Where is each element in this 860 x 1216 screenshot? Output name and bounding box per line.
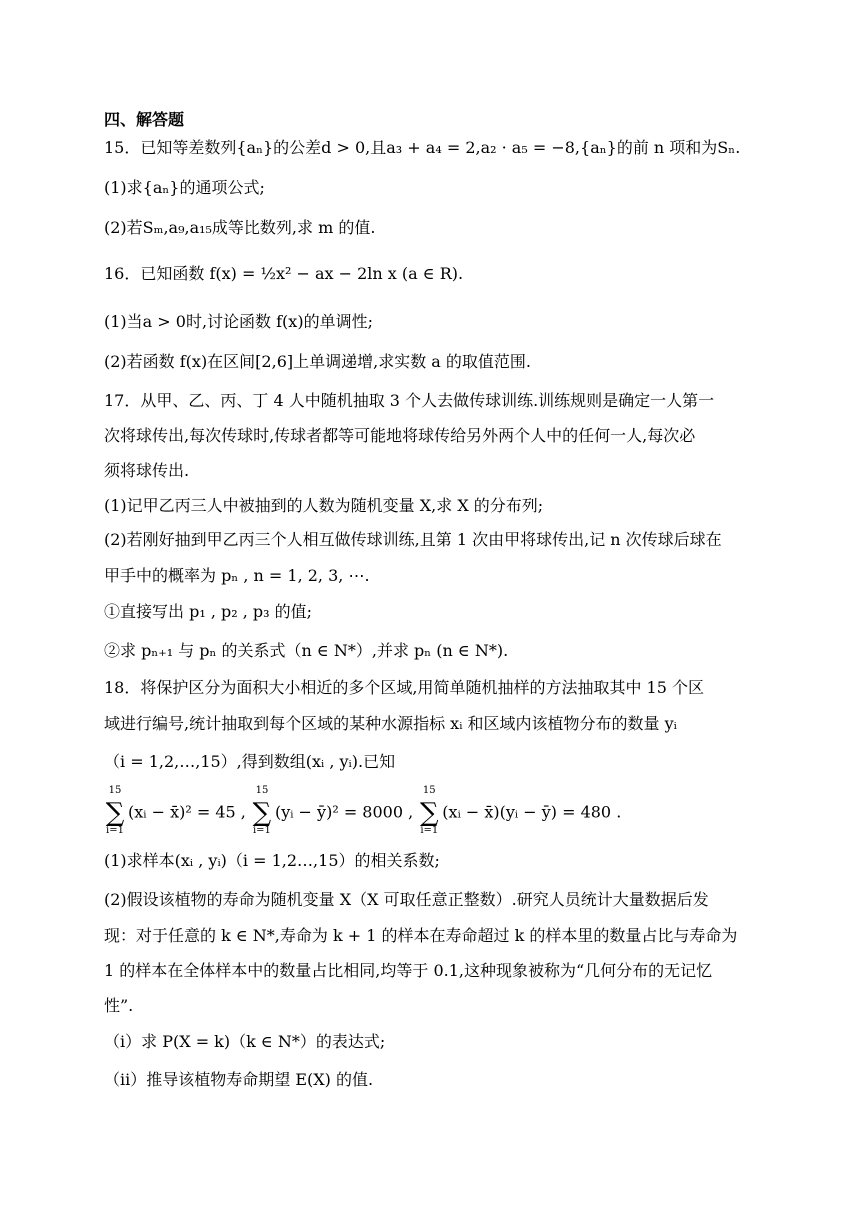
q18-sub1: （ⅰ）求 P(X = k)（k ∈ N*）的表达式; — [104, 1032, 386, 1051]
q18-part2-line1: (2)假设该植物的寿命为随机变量 X（X 可取任意正整数）.研究人员统计大量数据后发 — [104, 890, 709, 909]
q18-part2-line2: 现：对于任意的 k ∈ N*,寿命为 k + 1 的样本在寿命超过 k 的样本里的数量占比与寿命为 — [104, 926, 738, 945]
sum-xy: (xᵢ − x̄)(yᵢ − ȳ) = 480 . — [442, 802, 622, 822]
sum-xx: (xᵢ − x̄)² = 45 , — [128, 802, 246, 822]
q17-line2: 次将球传出,每次传球时,传球者都等可能地将球传给另外两个人中的任何一人,每次必 — [104, 426, 696, 445]
q15-part2: (2)若Sₘ,a₉,a₁₅成等比数列,求 m 的值. — [104, 218, 376, 237]
q18-part2-line4: 性”. — [104, 996, 134, 1015]
section-title: 四、解答题 — [104, 110, 185, 129]
q17-part1: (1)记甲乙丙三人中被抽到的人数为随机变量 X,求 X 的分布列; — [104, 496, 544, 515]
q16-stem: 16．已知函数 f(x) = ½x² − ax − 2ln x (a ∈ R). — [104, 264, 464, 283]
q18-part1: (1)求样本(xᵢ , yᵢ)（i = 1,2…,15）的相关系数; — [104, 851, 440, 870]
q18-sub2: （ⅱ）推导该植物寿命期望 E(X) 的值. — [104, 1070, 374, 1089]
summation-3: 15 ∑ i=1 — [420, 785, 439, 836]
q17-part2-line2: 甲手中的概率为 pₙ , n = 1, 2, 3, ⋯. — [104, 566, 370, 585]
q18-line1: 18．将保护区分为面积大小相近的多个区域,用简单随机抽样的方法抽取其中 15 个区 — [104, 678, 704, 697]
q15-part1: (1)求{aₙ}的通项公式; — [104, 178, 265, 197]
q16-part1: (1)当a > 0时,讨论函数 f(x)的单调性; — [104, 312, 373, 331]
q17-line3: 须将球传出. — [104, 461, 190, 480]
q17-sub1: ①直接写出 p₁ , p₂ , p₃ 的值; — [104, 602, 313, 621]
summation-2: 15 ∑ i=1 — [252, 785, 272, 836]
sum-yy: (yᵢ − ȳ)² = 8000 , — [274, 802, 414, 822]
q18-part2-line3: 1 的样本在全体样本中的数量占比相同,均等于 0.1,这种现象被称为“几何分布的无记忆 — [104, 961, 713, 980]
summation-1: 15 ∑ i=1 — [105, 785, 125, 836]
q16-part2: (2)若函数 f(x)在区间[2,6]上单调递增,求实数 a 的取值范围. — [104, 352, 531, 371]
q18-line3: （i = 1,2,…,15）,得到数组(xᵢ , yᵢ).已知 — [104, 752, 396, 771]
q18-line2: 域进行编号,统计抽取到每个区域的某种水源指标 xᵢ 和区域内该植物分布的数量 yᵢ — [104, 714, 677, 733]
q17-line1: 17．从甲、乙、丙、丁 4 人中随机抽取 3 个人去做传球训练.训练规则是确定一人第一 — [104, 391, 715, 410]
q18-sums-formula — [104, 785, 622, 836]
q15-stem: 15．已知等差数列{aₙ}的公差d > 0,且a₃ + a₄ = 2,a₂ · a₅ = −8,{aₙ}的前 n 项和为Sₙ. — [104, 138, 741, 157]
q17-part2-line1: (2)若刚好抽到甲乙丙三个人相互做传球训练,且第 1 次由甲将球传出,记 n 次传球后球在 — [104, 530, 722, 549]
q17-sub2: ②求 pₙ₊₁ 与 pₙ 的关系式（n ∈ N*）,并求 pₙ (n ∈ N*). — [104, 641, 509, 660]
